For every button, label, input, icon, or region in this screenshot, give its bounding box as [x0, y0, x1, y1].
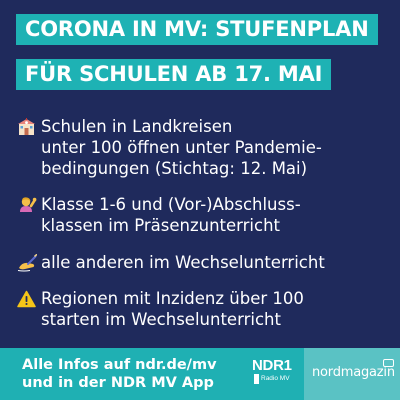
bullet-item-others	[17, 252, 325, 273]
ndr1-radio-mv-logo	[252, 358, 298, 390]
ndr-logo-mark	[254, 374, 259, 384]
footer-info-text: Alle Infos auf ndr.de/mv und in der NDR MV App	[22, 357, 217, 391]
nordmagazin-logo	[304, 348, 400, 400]
headline-line-1: CORONA IN MV: STUFENPLAN	[16, 14, 378, 45]
bullet-item-regions	[17, 288, 304, 330]
bullet-text-others: alle anderen im Wechselunterricht	[41, 253, 325, 272]
warning-icon	[17, 288, 41, 309]
bullet-text-schools: Schulen in Landkreisen unter 100 öffnen unter Pandemie- bedingungen (Stichtag: 12. Mai)	[41, 117, 322, 178]
bullet-text-classes: Klasse 1-6 und (Vor-)Abschluss- klassen im Präsenzunterricht	[41, 195, 301, 235]
writing-hand-icon	[17, 252, 41, 273]
raising-hand-icon	[17, 194, 41, 215]
bullet-item-schools	[17, 116, 322, 179]
school-building-icon	[17, 116, 41, 137]
ndr-logo-sub: Radio MV	[261, 375, 290, 382]
bullet-item-classes	[17, 194, 301, 236]
nordmagazin-label: nordmagazin	[312, 365, 395, 380]
bullet-text-regions: Regionen mit Inzidenz über 100 starten im Wechselunterricht	[41, 289, 304, 329]
footer-bar	[0, 348, 400, 400]
speech-bubble-icon	[383, 359, 394, 367]
headline-line-2: FÜR SCHULEN AB 17. MAI	[16, 59, 331, 90]
ndr-logo-main: NDR1	[252, 357, 292, 374]
